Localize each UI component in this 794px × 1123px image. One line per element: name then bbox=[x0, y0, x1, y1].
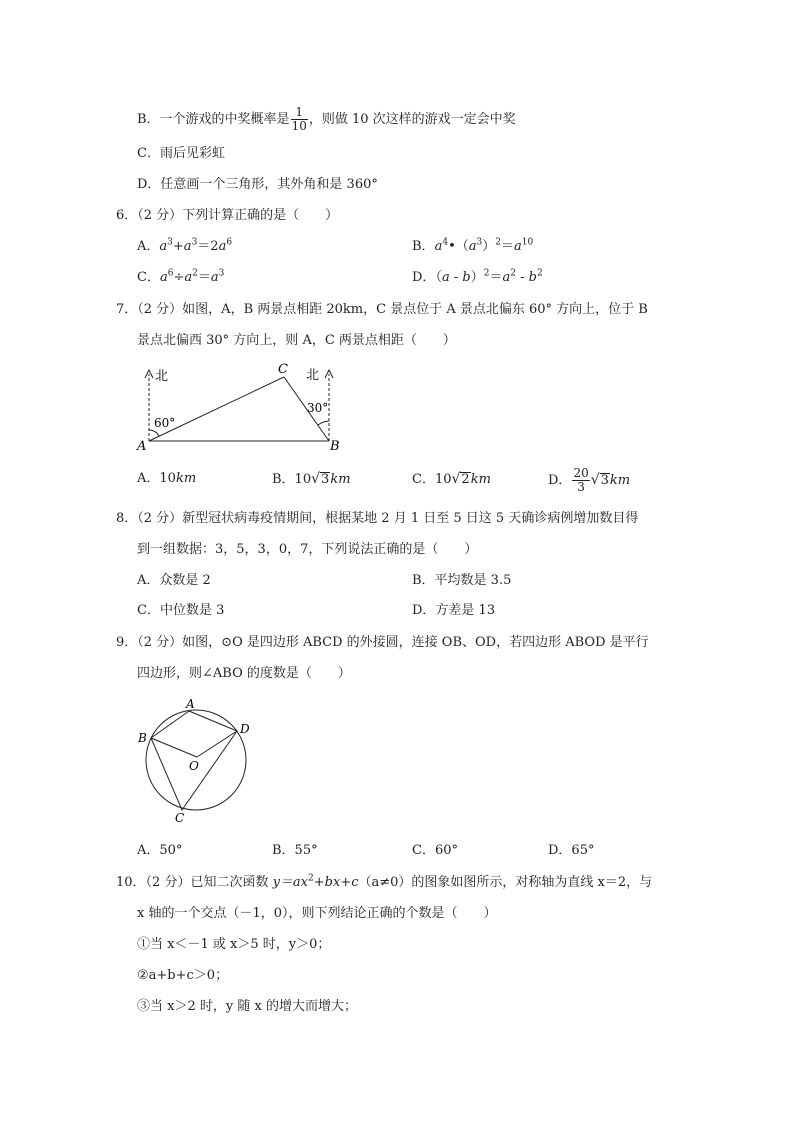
operator: （ bbox=[435, 270, 442, 285]
q8-stem-line2: 到一组数据：3，5，3，0，7，下列说法正确的是（ ） bbox=[137, 542, 478, 557]
unit: km bbox=[470, 472, 491, 487]
point-label-c: C bbox=[278, 362, 288, 377]
point-label-b: B bbox=[330, 439, 340, 454]
var: a bbox=[183, 239, 192, 254]
radicand: 2 bbox=[461, 472, 470, 487]
q8-option-a: A．众数是 2 bbox=[137, 573, 211, 588]
q9-option-d: D．65° bbox=[548, 843, 595, 858]
var: b bbox=[462, 270, 471, 285]
operator: - bbox=[449, 270, 463, 285]
fraction-numerator: 1 bbox=[291, 106, 308, 120]
var: a bbox=[218, 239, 227, 254]
option-label: C．10 bbox=[412, 472, 452, 487]
unit: km bbox=[330, 472, 351, 487]
var: a bbox=[184, 270, 193, 285]
exponent: 6 bbox=[226, 237, 233, 248]
exponent: 2 bbox=[536, 268, 543, 279]
exponent: 2 bbox=[495, 237, 501, 248]
q6-stem: 6．（2 分）下列计算正确的是（ ） bbox=[116, 208, 339, 223]
q10-function-tail: +bx+c bbox=[313, 875, 359, 890]
fraction-denominator: 10 bbox=[291, 119, 307, 133]
operator: •（ bbox=[448, 239, 469, 254]
exponent: 3 bbox=[476, 237, 483, 248]
angle-label-b: 30° bbox=[307, 401, 329, 415]
operator: ） bbox=[470, 270, 484, 285]
option-label: D． bbox=[548, 473, 572, 488]
point-label-b: B bbox=[138, 731, 147, 745]
option-label: A． bbox=[137, 239, 160, 254]
option-label: C． bbox=[137, 270, 160, 285]
operator: + bbox=[172, 239, 184, 254]
q9-option-b: B．55° bbox=[272, 843, 318, 858]
q8-option-c: C．中位数是 3 bbox=[137, 603, 225, 618]
q10-condition: （a≠0）的图象如图所示，对称轴为直线 x＝2，与 bbox=[358, 875, 653, 890]
north-label-b: 北 bbox=[306, 368, 320, 383]
radicand: 3 bbox=[600, 473, 609, 488]
exponent: 3 bbox=[218, 268, 225, 279]
operator: ＝ bbox=[197, 270, 211, 285]
q10-stem-line2: x 轴的一个交点（－1，0），则下列结论正确的个数是（ ） bbox=[137, 906, 497, 921]
unit: km bbox=[175, 471, 197, 486]
exponent: 6 bbox=[167, 268, 174, 279]
radical-icon: √ bbox=[311, 471, 321, 487]
point-label-a: A bbox=[186, 697, 195, 711]
option-label: D． bbox=[412, 270, 436, 285]
q10-statement-1: ①当 x＜－1 或 x＞5 时，y＞0； bbox=[137, 937, 331, 952]
q9-stem-line1: 9．（2 分）如图，⊙O 是四边形 ABCD 的外接圆，连接 OB、OD，若四边形 ABOD 是平行 bbox=[116, 635, 649, 650]
fraction-denominator: 3 bbox=[577, 480, 585, 494]
radicand: 3 bbox=[321, 472, 330, 487]
q8-stem-line1: 8．（2 分）新型冠状病毒疫情期间，根据某地 2 月 1 日至 5 日这 5 天确诊病例增加数目得 bbox=[116, 511, 639, 526]
q9-option-a: A．50° bbox=[137, 843, 183, 858]
var: b bbox=[528, 270, 537, 285]
q8-option-d: D．方差是 13 bbox=[412, 603, 496, 618]
exponent: 4 bbox=[442, 237, 449, 248]
fraction-numerator: 20 bbox=[573, 466, 589, 480]
exponent: 2 bbox=[510, 268, 516, 279]
q8-option-b: B．平均数是 3.5 bbox=[412, 573, 512, 588]
exponent: 2 bbox=[308, 873, 314, 884]
q10-prefix: 10．（2 分）已知二次函数 bbox=[116, 875, 273, 890]
q9-option-c: C．60° bbox=[412, 843, 458, 858]
exponent: 2 bbox=[192, 268, 198, 279]
q5-option-d: D．任意画一个三角形，其外角和是 360° bbox=[137, 177, 378, 192]
q10-function: y＝ax bbox=[272, 875, 309, 890]
exponent: 3 bbox=[191, 237, 198, 248]
radical-icon: √ bbox=[451, 471, 461, 487]
segment-od bbox=[197, 731, 237, 757]
operator: ＝ bbox=[500, 239, 514, 254]
angle-label-a: 60° bbox=[154, 416, 176, 430]
q10-stem-line1 bbox=[116, 875, 652, 891]
var: a bbox=[441, 270, 450, 285]
point-label-a: A bbox=[137, 439, 147, 454]
q9-stem-line2: 四边形，则∠ABO 的度数是（ ） bbox=[137, 666, 351, 681]
var: a bbox=[210, 270, 219, 285]
var: a bbox=[159, 270, 168, 285]
option-label: A．10 bbox=[137, 471, 176, 486]
q5-option-b-text: B．一个游戏的中奖概率是 bbox=[137, 112, 290, 127]
operator: ＝2 bbox=[197, 239, 219, 254]
q5-option-b-tail: ，则做 10 次这样的游戏一定会中奖 bbox=[308, 112, 516, 127]
radical-icon: √ bbox=[590, 472, 600, 488]
q7-stem-line1: 7．（2 分）如图，A，B 两景点相距 20km，C 景点位于 A 景点北偏东 60° 方向上，位于 B bbox=[116, 302, 648, 317]
point-label-c: C bbox=[175, 811, 185, 825]
operator: ） bbox=[482, 239, 496, 254]
unit: km bbox=[609, 473, 631, 488]
point-label-d: D bbox=[240, 722, 250, 736]
var: a bbox=[159, 239, 168, 254]
q10-statement-3: ③当 x＞2 时，y 随 x 的增大而增大； bbox=[137, 999, 357, 1014]
q5-option-c: C．雨后见彩虹 bbox=[137, 146, 225, 161]
north-label-a: 北 bbox=[155, 369, 169, 384]
operator: ÷ bbox=[173, 270, 185, 285]
var: a bbox=[468, 239, 477, 254]
operator: ＝ bbox=[489, 270, 503, 285]
q10-statement-2: ②a+b+c＞0； bbox=[137, 968, 229, 983]
var: a bbox=[502, 270, 511, 285]
exponent: 10 bbox=[521, 237, 534, 248]
option-label: B． bbox=[412, 239, 435, 254]
option-label: B．10 bbox=[272, 472, 312, 487]
q7-stem-line2: 景点北偏西 30° 方向上，则 A，C 两景点相距（ ） bbox=[137, 333, 456, 348]
operator: - bbox=[515, 270, 529, 285]
var: a bbox=[434, 239, 443, 254]
exponent: 2 bbox=[483, 268, 490, 279]
exponent: 3 bbox=[167, 237, 173, 248]
var: a bbox=[514, 239, 522, 254]
point-label-o: O bbox=[189, 759, 199, 773]
